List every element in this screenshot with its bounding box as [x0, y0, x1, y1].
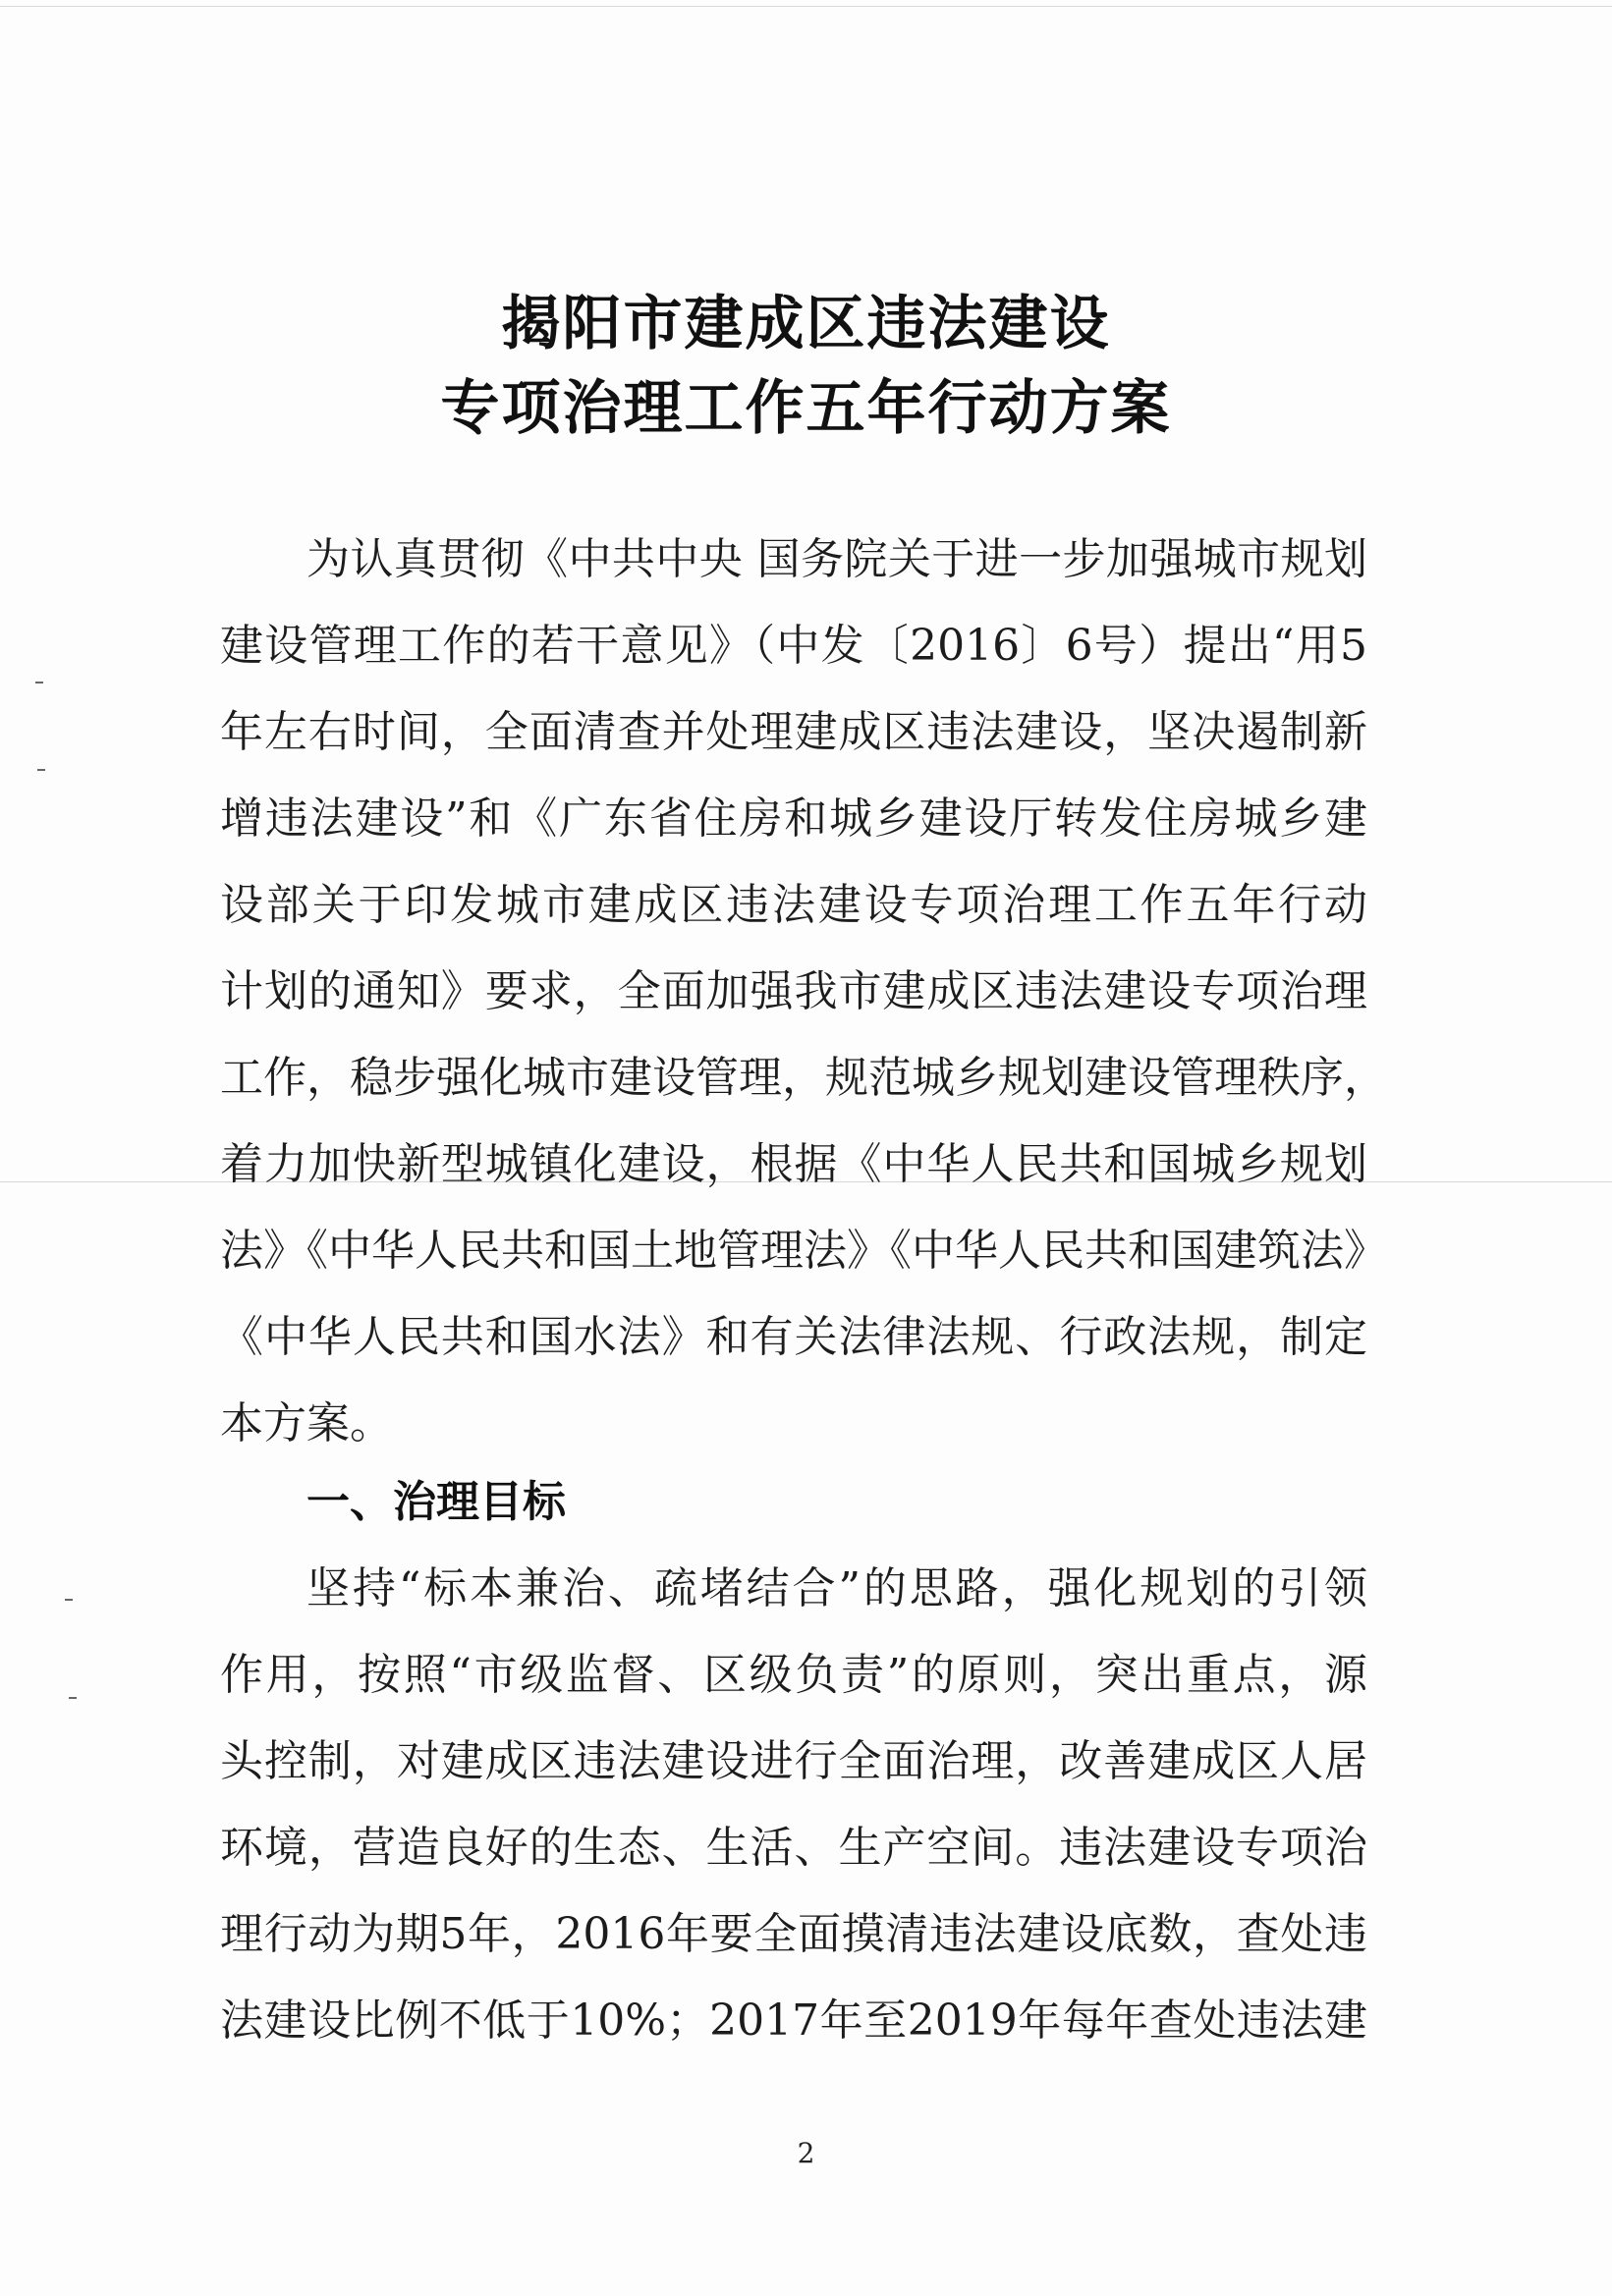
- paragraph-line: 工作，稳步强化城市建设管理，规范城乡规划建设管理秩序，: [220, 1053, 1387, 1103]
- page-number: 2: [797, 2137, 815, 2169]
- paragraph-line: 为认真贯彻《中共中央 国务院关于进一步加强城市规划: [306, 534, 1367, 584]
- section-heading: 一、治理目标: [306, 1477, 566, 1527]
- paragraph-line: 法》《中华人民共和国土地管理法》《中华人民共和国建筑法》: [220, 1226, 1387, 1276]
- scan-mark: [35, 682, 43, 683]
- paragraph-line: 着力加快新型城镇化建设，根据《中华人民共和国城乡规划: [220, 1139, 1367, 1189]
- paragraph-line: 法建设比例不低于10%；2017年至2019年每年查处违法建: [220, 1995, 1367, 2046]
- document-title-line-1: 揭阳市建成区违法建设: [501, 290, 1111, 358]
- paragraph-line: 理行动为期5年，2016年要全面摸清违法建设底数，查处违: [220, 1909, 1367, 1959]
- paragraph-line: 建设管理工作的若干意见》（中发〔2016〕6号）提出“用5: [220, 621, 1367, 671]
- paragraph-line: 《中华人民共和国水法》和有关法律法规、行政法规，制定: [220, 1312, 1367, 1362]
- document-title-line-2: 专项治理工作五年行动方案: [440, 374, 1172, 443]
- paragraph-line: 设部关于印发城市建成区违法建设专项治理工作五年行动: [220, 880, 1367, 930]
- scan-mark: [37, 769, 45, 771]
- paragraph-line: 计划的通知》要求，全面加强我市建成区违法建设专项治理: [220, 966, 1367, 1016]
- paragraph-line: 坚持“标本兼治、疏堵结合”的思路，强化规划的引领: [306, 1563, 1367, 1613]
- paragraph-line: 年左右时间，全面清查并处理建成区违法建设，坚决遏制新: [220, 707, 1367, 757]
- paragraph-line: 作用，按照“市级监督、区级负责”的原则，突出重点，源: [220, 1650, 1367, 1700]
- paragraph-line: 本方案。: [220, 1398, 393, 1449]
- paragraph-line: 环境，营造良好的生态、生活、生产空间。违法建设专项治: [220, 1823, 1367, 1873]
- scan-edge-line: [0, 6, 1612, 7]
- scan-mark: [69, 1697, 77, 1699]
- paragraph-line: 头控制，对建成区违法建设进行全面治理，改善建成区人居: [220, 1736, 1367, 1786]
- paragraph-line: 增违法建设”和《广东省住房和城乡建设厅转发住房城乡建: [220, 793, 1367, 844]
- scan-mark: [65, 1599, 73, 1601]
